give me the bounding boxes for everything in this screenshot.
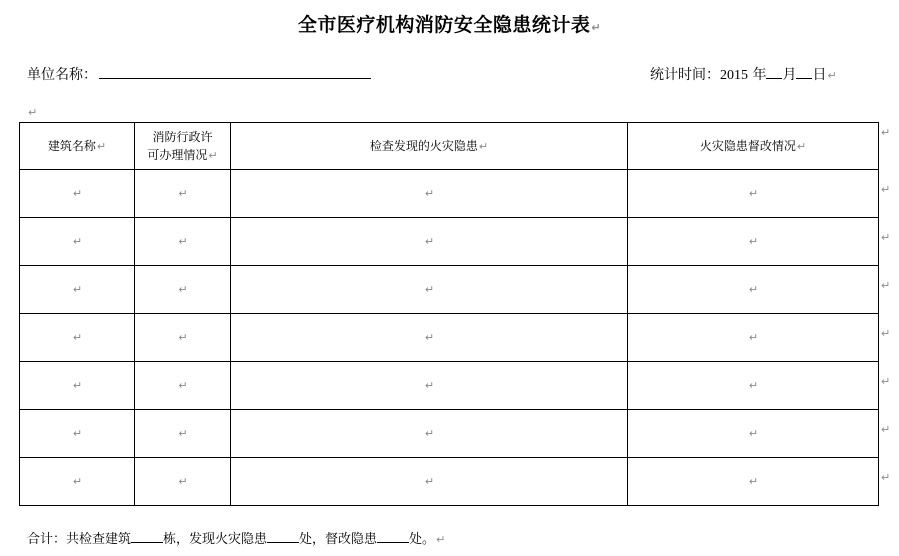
document-title: 全市医疗机构消防安全隐患统计表↵: [297, 14, 602, 36]
table-cell[interactable]: [135, 266, 231, 314]
cell-mark: ↵: [72, 379, 83, 392]
table-cell[interactable]: [20, 266, 135, 314]
statistics-time-field: [650, 64, 837, 84]
cell-mark: ↵: [748, 235, 759, 248]
table-cell[interactable]: [628, 410, 879, 458]
day-unit: 日: [812, 67, 827, 83]
cell-mark: ↵: [748, 379, 759, 392]
row-end-mark: ↵: [881, 375, 891, 388]
table-cell[interactable]: [231, 314, 628, 362]
table-cell[interactable]: [231, 410, 628, 458]
cell-mark: ↵: [72, 187, 83, 200]
header-label: 消防行政许: [152, 129, 213, 144]
year-unit: 年: [748, 67, 767, 83]
table-cell[interactable]: [135, 458, 231, 506]
table-cell[interactable]: [20, 362, 135, 410]
table-cell[interactable]: [628, 266, 879, 314]
table-cell[interactable]: [135, 410, 231, 458]
cell-mark: ↵: [424, 235, 435, 248]
cell-mark: ↵: [178, 427, 188, 440]
table-cell[interactable]: [135, 170, 231, 218]
header-building-name: [20, 123, 135, 170]
cell-mark: ↵: [178, 283, 188, 296]
cell-mark: ↵: [72, 283, 83, 296]
table-cell[interactable]: [628, 314, 879, 362]
hazards-fixed-blank[interactable]: [377, 529, 409, 543]
table-cell[interactable]: [20, 410, 135, 458]
table-cell[interactable]: [135, 362, 231, 410]
table-cell[interactable]: [231, 170, 628, 218]
hazard-statistics-table: [19, 122, 879, 506]
cell-mark: ↵: [424, 187, 435, 200]
cell-mark: ↵: [72, 427, 83, 440]
cell-mark: ↵: [748, 331, 759, 344]
table-header-row: [20, 123, 879, 170]
header-label: 检查发现的火灾隐患: [369, 138, 478, 153]
header-label: 建筑名称: [47, 138, 96, 153]
paragraph-mark: ↵: [827, 69, 837, 82]
summary-fixed-unit: 处。: [409, 532, 436, 547]
row-end-mark: ↵: [881, 327, 891, 340]
month-unit: 月: [782, 67, 797, 83]
hazards-found-blank[interactable]: [267, 529, 299, 543]
header-label: 可办理情况: [147, 147, 208, 162]
table-row: [20, 266, 879, 314]
table-cell[interactable]: [231, 458, 628, 506]
cell-mark: ↵: [748, 475, 759, 488]
cell-mark: ↵: [424, 379, 435, 392]
cell-mark: ↵: [796, 139, 807, 153]
table-cell[interactable]: [20, 170, 135, 218]
table-row: [20, 410, 879, 458]
cell-mark: ↵: [96, 139, 107, 153]
table-cell[interactable]: [231, 266, 628, 314]
cell-mark: ↵: [178, 475, 188, 488]
header-rectification-status: [628, 123, 879, 170]
paragraph-mark: ↵: [436, 533, 446, 546]
table-row: [20, 314, 879, 362]
row-end-mark: ↵: [881, 279, 891, 292]
cell-mark: ↵: [748, 283, 759, 296]
cell-mark: ↵: [72, 475, 83, 488]
year-value: 2015: [720, 68, 748, 83]
table-cell[interactable]: [231, 218, 628, 266]
unit-name-label: 单位名称：: [27, 67, 97, 83]
cell-mark: ↵: [424, 331, 435, 344]
table-row: [20, 170, 879, 218]
table-cell[interactable]: [628, 170, 879, 218]
row-end-mark: ↵: [881, 423, 891, 436]
row-end-mark: ↵: [881, 231, 891, 244]
empty-paragraph-mark: ↵: [28, 106, 38, 119]
cell-mark: ↵: [178, 331, 188, 344]
cell-mark: ↵: [178, 235, 188, 248]
table-cell[interactable]: [135, 218, 231, 266]
paragraph-mark: ↵: [591, 21, 602, 34]
cell-mark: ↵: [72, 331, 83, 344]
summary-line: [27, 528, 445, 547]
header-permit-status: [135, 123, 231, 170]
cell-mark: ↵: [178, 187, 188, 200]
table-cell[interactable]: [20, 314, 135, 362]
cell-mark: ↵: [208, 148, 218, 162]
table-row: [20, 362, 879, 410]
cell-mark: ↵: [424, 475, 435, 488]
statistics-time-label: 统计时间：: [650, 67, 720, 83]
table-row: [20, 458, 879, 506]
summary-found-unit: 处，督改隐患: [299, 532, 378, 547]
row-end-mark: ↵: [881, 183, 891, 196]
day-blank[interactable]: [796, 64, 812, 79]
cell-mark: ↵: [478, 139, 489, 153]
cell-mark: ↵: [748, 187, 759, 200]
table-cell[interactable]: [628, 362, 879, 410]
header-label: 火灾隐患督改情况: [699, 138, 796, 153]
table-cell[interactable]: [628, 458, 879, 506]
table-cell[interactable]: [20, 458, 135, 506]
unit-name-blank[interactable]: [99, 64, 371, 79]
table-cell[interactable]: [231, 362, 628, 410]
month-blank[interactable]: [766, 64, 782, 79]
unit-name-field: [27, 64, 371, 84]
cell-mark: ↵: [178, 379, 188, 392]
buildings-count-blank[interactable]: [131, 529, 163, 543]
summary-buildings-unit: 栋，发现火灾隐患: [163, 532, 268, 547]
row-end-mark: ↵: [881, 126, 891, 139]
cell-mark: ↵: [72, 235, 83, 248]
cell-mark: ↵: [424, 283, 435, 296]
cell-mark: ↵: [748, 427, 759, 440]
row-end-mark: ↵: [881, 471, 891, 484]
table-row: [20, 218, 879, 266]
summary-prefix: 合计：共检查建筑: [27, 532, 132, 547]
table-cell[interactable]: [628, 218, 879, 266]
table-cell[interactable]: [135, 314, 231, 362]
cell-mark: ↵: [424, 427, 435, 440]
table-cell[interactable]: [20, 218, 135, 266]
header-hazards-found: [231, 123, 628, 170]
